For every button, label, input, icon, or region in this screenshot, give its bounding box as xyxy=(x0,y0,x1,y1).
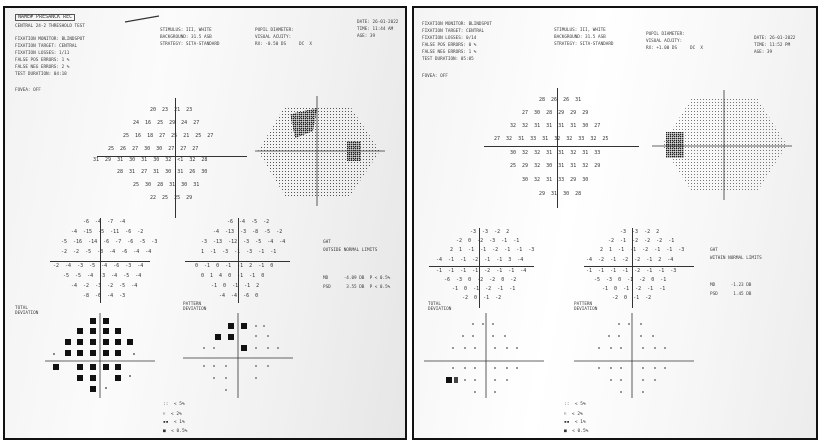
threshold-row: 32 32 31 31 31 31 30 27 xyxy=(510,123,601,129)
fixation-target: FIXATION TARGET: CENTRAL xyxy=(422,29,485,34)
strategy: STRATEGY: SITA-STANDARD xyxy=(160,42,220,47)
pattern-dev-row: -4 -13 -3 -8 -5 -2 xyxy=(213,229,283,235)
fixation-losses: FIXATION LOSSES: 1/11 xyxy=(15,51,70,56)
pattern-dev-row: -4 -2 -1 -2 -2 -1 2 -4 xyxy=(586,257,674,263)
threshold-row: 30 32 32 31 31 32 31 33 xyxy=(510,150,601,156)
ght-value: OUTSIDE NORMAL LIMITS xyxy=(323,248,378,253)
background: BACKGROUND: 31.5 ASB xyxy=(160,35,212,40)
legend-item: ■ < 0.5% xyxy=(564,429,589,434)
threshold-row: 28 31 27 31 30 31 26 30 xyxy=(117,169,208,175)
fovea: FOVEA: OFF xyxy=(15,88,41,93)
threshold-row: 27 32 31 33 31 32 32 33 32 25 xyxy=(494,136,609,142)
legend-item: ⁞⁞ < 2% xyxy=(564,412,583,417)
pattern-dev-row: 0 1 4 0 -1 -1 0 xyxy=(201,273,265,279)
total-deviation-probability-plot xyxy=(424,313,544,398)
total-dev-row: -5 -16 -14 -6 -7 -6 -5 -3 xyxy=(61,239,158,245)
threshold-row: 22 25 25 29 xyxy=(150,195,193,201)
threshold-row: 24 16 25 29 24 27 xyxy=(133,120,200,126)
pattern-dev-row: -4 -4 -6 0 xyxy=(219,293,259,299)
strategy: STRATEGY: SITA-STANDARD xyxy=(554,42,614,47)
legend-item: ■ < 0.5% xyxy=(163,429,188,434)
patient-name: NAME# PRESANCK REC xyxy=(15,14,75,21)
pen-mark-icon xyxy=(123,14,163,24)
fixation-monitor: FIXATION MONITOR: BLINDSPOT xyxy=(15,37,85,42)
age: AGE: 39 xyxy=(754,50,773,55)
total-deviation-label: TOTAL DEVIATION xyxy=(15,306,39,316)
psd-value: PSD 1.45 DB xyxy=(710,292,752,297)
time: TIME: 11:44 AM xyxy=(357,27,394,32)
threshold-row: 25 16 18 27 25 21 25 27 xyxy=(123,133,214,139)
visual-acuity: VISUAL ACUITY: xyxy=(646,39,683,44)
pattern-dev-row: -1 0 -1 -2 -1 -1 xyxy=(602,286,666,292)
false-pos: FALSE POS ERRORS: 1 % xyxy=(15,58,70,63)
pupil-diameter: PUPIL DIAMETER: xyxy=(646,32,685,37)
fixation-losses: FIXATION LOSSES: 0/14 xyxy=(422,36,477,41)
total-dev-row: -2 -2 -5 -3 -4 -6 -4 -4 xyxy=(61,249,152,255)
ght-label: GHT xyxy=(710,248,718,253)
total-dev-row: -4 -15 -5 -11 -6 -2 xyxy=(71,229,144,235)
rx: RX: +1.00 DS DC X xyxy=(646,46,703,51)
legend-item: :: < 5% xyxy=(564,402,586,407)
total-dev-row: -5 -5 -4 -3 -4 -5 -4 xyxy=(63,273,142,279)
pattern-dev-row: -1 -1 -1 -1 -2 -1 -1 -3 xyxy=(586,268,677,274)
grayscale-plot xyxy=(255,96,385,206)
pattern-dev-row: -1 0 -1 -1 2 xyxy=(211,283,260,289)
legend-item: ▪▪ < 1% xyxy=(163,420,185,425)
fovea: FOVEA: OFF xyxy=(422,74,448,79)
pattern-dev-row: -6 -4 -5 -2 xyxy=(227,219,270,225)
pattern-dev-row: 2 1 -1 -1 -2 -1 -1 -3 xyxy=(600,247,685,253)
threshold-row: 25 26 27 30 30 27 27 27 xyxy=(108,146,199,152)
threshold-row: 29 31 30 28 xyxy=(539,191,582,197)
stimulus: STIMULUS: III, WHITE xyxy=(554,28,606,33)
threshold-row: 25 29 32 30 31 31 32 29 xyxy=(510,163,601,169)
threshold-row: 25 30 28 31 30 31 xyxy=(133,182,200,188)
false-pos: FALSE POS ERRORS: 0 % xyxy=(422,43,477,48)
legend-item: :: < 5% xyxy=(163,402,185,407)
total-dev-row: -2 0 -1 -2 xyxy=(462,295,502,301)
fixation-target: FIXATION TARGET: CENTRAL xyxy=(15,44,78,49)
time: TIME: 11:52 PM xyxy=(754,43,791,48)
total-dev-row: -8 -6 -4 -3 xyxy=(83,293,126,299)
pattern-deviation-label: PATTERN DEVIATION xyxy=(183,302,207,312)
pattern-dev-row: -3 -13 -12 -3 -5 -4 -4 xyxy=(201,239,286,245)
threshold-row: 27 30 28 29 29 29 xyxy=(522,110,589,116)
background: BACKGROUND: 31.5 ASB xyxy=(554,35,606,40)
total-dev-row: 2 1 -1 -1 -2 -1 -1 -3 xyxy=(450,247,535,253)
total-dev-row: -3 -3 -2 2 xyxy=(470,229,510,235)
legend-item: ▪▪ < 1% xyxy=(564,420,586,425)
threshold-row: 30 32 31 33 29 30 xyxy=(522,177,589,183)
age: AGE: 39 xyxy=(357,34,376,39)
pattern-dev-row: -3 -3 -2 2 xyxy=(620,229,660,235)
total-dev-row: -6 -3 0 -2 -2 0 -2 xyxy=(444,277,517,283)
test-name: CENTRAL 24-2 THRESHOLD TEST xyxy=(15,24,85,29)
total-dev-row: -1 0 -1 -2 -1 -1 xyxy=(452,286,516,292)
total-dev-row: -1 -1 -1 -1 -2 -1 -1 -4 xyxy=(436,268,527,274)
total-deviation-probability-plot xyxy=(45,313,155,398)
md-value: MD -1.23 DB xyxy=(710,283,752,288)
right-printout xyxy=(412,6,818,440)
visual-acuity: VISUAL ACUITY: xyxy=(255,35,292,40)
pattern-deviation-label: PATTERN DEVIATION xyxy=(574,302,598,312)
pattern-dev-row: -5 -3 0 -1 -2 0 -1 xyxy=(594,277,667,283)
ght-label: GHT xyxy=(323,240,331,245)
total-dev-row: -2 0 -2 -3 -1 -1 xyxy=(456,238,520,244)
pupil-diameter: PUPIL DIAMETER: xyxy=(255,28,294,33)
total-dev-row: -4 -1 -1 -2 -1 -1 3 -4 xyxy=(436,257,524,263)
total-deviation-label: TOTAL DEVIATION xyxy=(428,302,452,312)
pattern-dev-row: 1 -1 -3 -1 -3 -1 -1 xyxy=(201,249,277,255)
test-duration: TEST DURATION: 04:18 xyxy=(15,72,67,77)
false-neg: FALSE NEG ERRORS: 1 % xyxy=(422,50,477,55)
pattern-deviation-probability-plot xyxy=(183,313,293,398)
pattern-dev-row: 0 -1 0 -1 -1 2 -1 0 xyxy=(195,263,274,269)
threshold-row: 31 29 31 30 31 30 32 <1 32 28 xyxy=(93,157,208,163)
total-dev-row: -2 -4 -3 -5 -4 -6 -3 -4 xyxy=(53,263,144,269)
psd-value: PSD 3.55 DB P < 0.5% xyxy=(323,285,391,290)
md-value: MD -4.09 DB P < 0.5% xyxy=(323,276,391,281)
pattern-deviation-probability-plot xyxy=(574,313,694,398)
total-dev-row: -4 -2 -3 -2 -5 -4 xyxy=(71,283,138,289)
legend-item: ⁞⁞ < 2% xyxy=(163,412,182,417)
date: DATE: 26-01-2022 xyxy=(754,36,796,41)
left-printout xyxy=(3,6,407,440)
test-duration: TEST DURATION: 05:05 xyxy=(422,57,474,62)
total-dev-row: -6 -4 -7 -4 xyxy=(83,219,126,225)
pattern-dev-row: -2 0 -1 -2 xyxy=(612,295,652,301)
rx: RX: -0.50 DS DC X xyxy=(255,42,312,47)
stimulus: STIMULUS: III, WHITE xyxy=(160,28,212,33)
threshold-row: 20 23 21 23 xyxy=(150,107,193,113)
grayscale-plot xyxy=(652,90,792,200)
threshold-row: 28 26 26 31 xyxy=(539,97,582,103)
ght-value: WITHIN NORMAL LIMITS xyxy=(710,256,762,261)
pattern-dev-row: -2 -1 -2 -2 -2 -1 xyxy=(608,238,675,244)
date: DATE: 26-01-2022 xyxy=(357,20,399,25)
fixation-monitor: FIXATION MONITOR: BLINDSPOT xyxy=(422,22,492,27)
false-neg: FALSE NEG ERRORS: 2 % xyxy=(15,65,70,70)
